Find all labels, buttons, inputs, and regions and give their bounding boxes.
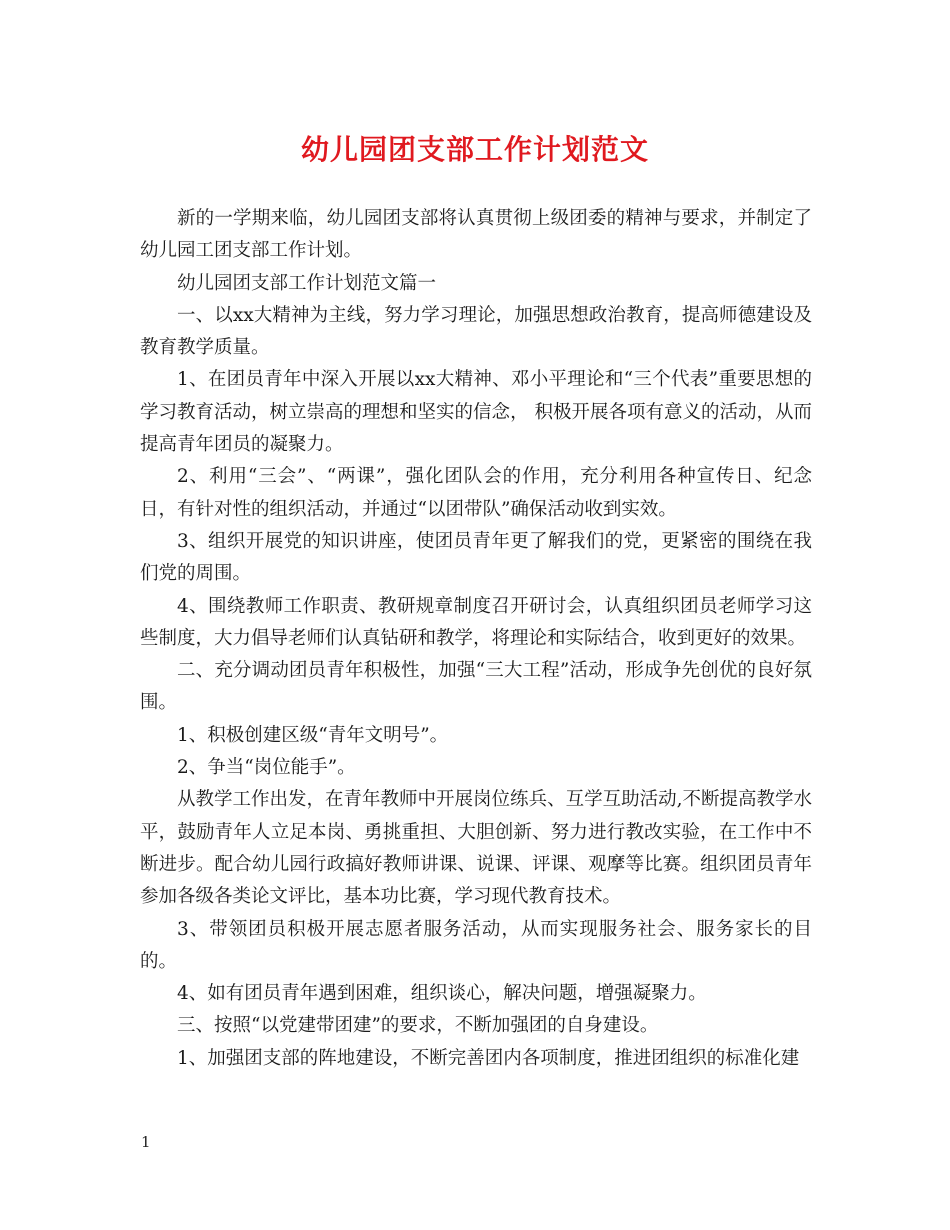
paragraph: 2、利用“三会”、“两课”，强化团队会的作用，充分利用各种宣传日、纪念日，有针对性的组织活动，并通过“以团带队”确保活动收到实效。 <box>140 466 812 520</box>
page-number: 1 <box>141 1133 151 1151</box>
paragraph: 从教学工作出发，在青年教师中开展岗位练兵、互学互助活动,不断提高教学水平，鼓励青年人立足本岗、勇挑重担、大胆创新、努力进行教改实验，在工作中不断进步。配合幼儿园行政搞好教师讲课、说课、评课、观摩等比赛。组织团员青年参加各级各类论文评比，基本功比赛，学习现代教育技术。 <box>140 789 812 908</box>
paragraph: 1、积极创建区级“青年文明号”。 <box>177 724 449 746</box>
paragraph: 1、加强团支部的阵地建设，不断完善团内各项制度，推进团组织的标准化建 <box>177 1047 800 1069</box>
paragraph: 3、带领团员积极开展志愿者服务活动，从而实现服务社会、服务家长的目的。 <box>140 918 812 972</box>
paragraph: 三、按照“以党建带团建”的要求，不断加强团的自身建设。 <box>177 1015 659 1037</box>
document-body <box>140 203 812 1075</box>
section-heading: 幼儿园团支部工作计划范文篇一 <box>177 272 437 294</box>
paragraph: 4、围绕教师工作职责、教研规章制度召开研讨会，认真组织团员老师学习这些制度，大力倡导老师们认真钻研和教学，将理论和实际结合，收到更好的效果。 <box>140 595 812 649</box>
paragraph: 4、如有团员青年遇到困难，组织谈心，解决问题，增强凝聚力。 <box>177 983 707 1005</box>
document-title: 幼儿园团支部工作计划范文 <box>300 133 649 166</box>
paragraph: 3、组织开展党的知识讲座，使团员青年更了解我们的党，更紧密的围绕在我们党的周围。 <box>140 530 812 585</box>
paragraph: 1、在团员青年中深入开展以xx大精神、邓小平理论和“三个代表”重要思想的学习教育活动，树立崇高的理想和坚实的信念， 积极开展各项有意义的活动，从而提高青年团员的凝聚力。 <box>140 369 812 456</box>
paragraph: 新的一学期来临，幼儿园团支部将认真贯彻上级团委的精神与要求，并制定了幼儿园工团支部工作计划。 <box>140 208 812 262</box>
paragraph: 2、争当“岗位能手”。 <box>177 757 356 779</box>
paragraph: 二、充分调动团员青年积极性，加强“三大工程”活动，形成争先创优的良好氛围。 <box>140 660 812 714</box>
paragraph: 一、以xx大精神为主线，努力学习理论，加强思想政治教育，提高师德建设及教育教学质量。 <box>140 304 812 359</box>
